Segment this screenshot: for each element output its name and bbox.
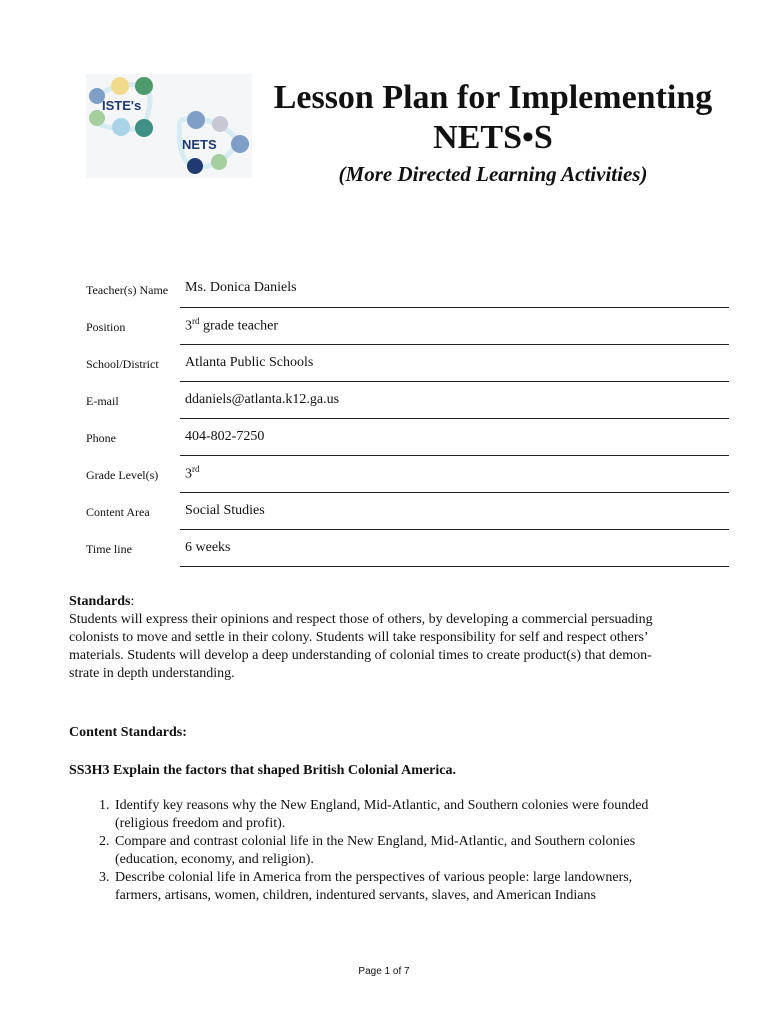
info-label: School/District [86,357,159,371]
list-item-line: (education, economy, and religion). [115,852,314,867]
list-item [113,869,709,905]
info-label: Phone [86,431,116,445]
content-standards-list [69,797,709,905]
info-row-phone [86,418,729,455]
iste-nets-logo-graphic [86,74,252,178]
logo-text-nets: NETS [182,137,217,152]
standards-heading-text: Standards [69,594,131,609]
info-value-number: 3 [185,466,192,482]
info-value: Atlanta Public Schools [180,344,729,381]
info-value [180,307,729,344]
info-row-content-area [86,492,729,529]
info-value-sup: rd [192,316,200,327]
info-value-number: 3 [185,318,192,334]
title-line-2: NETS•S [433,119,553,156]
info-value: 6 weeks [180,529,729,566]
logo-text-iste: ISTE's [102,98,142,113]
list-item-line: Identify key reasons why the New England, Mid-Atlantic, and Southern colonies were founded [115,798,649,813]
standards-line: colonists to move and settle in their colony. Students will take responsibility for self and respect others’ [69,630,649,645]
teacher-info-table [86,270,729,567]
content-standards-heading: Content Standards: [69,725,187,740]
info-value: 404-802-7250 [180,418,729,455]
title-block [262,78,724,188]
info-label: Time line [86,542,132,556]
subtitle: (More Directed Learning Activities) [338,162,648,186]
standards-section [69,593,709,683]
title-line-1: Lesson Plan for Implementing [273,79,713,116]
list-item [113,797,709,833]
standards-line: strate in depth understanding. [69,666,235,681]
list-item-line: Compare and contrast colonial life in the New England, Mid-Atlantic, and Southern colonies [115,834,636,849]
info-value-rest: grade teacher [199,318,278,334]
info-row-timeline [86,529,729,566]
info-value: Social Studies [180,492,729,529]
info-label: Position [86,320,126,334]
info-label: E-mail [86,394,119,408]
info-row-grade [86,455,729,492]
list-item-line: farmers, artisans, women, children, indentured servants, slaves, and American Indians [115,888,596,903]
info-row-school [86,344,729,381]
list-item-line: Describe colonial life in America from the perspectives of various people: large landowners, [115,870,633,885]
list-item-line: (religious freedom and profit). [115,816,286,831]
page-number: Page 1 of 7 [358,966,410,977]
info-label: Grade Level(s) [86,468,159,482]
standards-heading [69,593,709,611]
info-row-position [86,307,729,344]
iste-nets-logo [86,74,252,178]
info-label: Teacher(s) Name [86,283,169,297]
standards-heading-colon: : [130,594,135,609]
info-value [180,455,729,492]
list-item [113,833,709,869]
info-row-teacher [86,270,729,307]
info-value-sup: rd [192,464,200,475]
ss3h3-heading: SS3H3 Explain the factors that shaped British Colonial America. [69,763,456,778]
info-row-email [86,381,729,418]
info-label: Content Area [86,505,150,519]
standards-line: materials. Students will develop a deep understanding of colonial times to create product(s) that demon- [69,648,652,663]
standards-line: Students will express their opinions and respect those of others, by developing a commercial persuading [69,612,653,627]
content-standards-list-wrap [69,797,709,905]
info-value: ddaniels@atlanta.k12.ga.us [180,381,729,418]
info-value: Ms. Donica Daniels [180,270,729,307]
